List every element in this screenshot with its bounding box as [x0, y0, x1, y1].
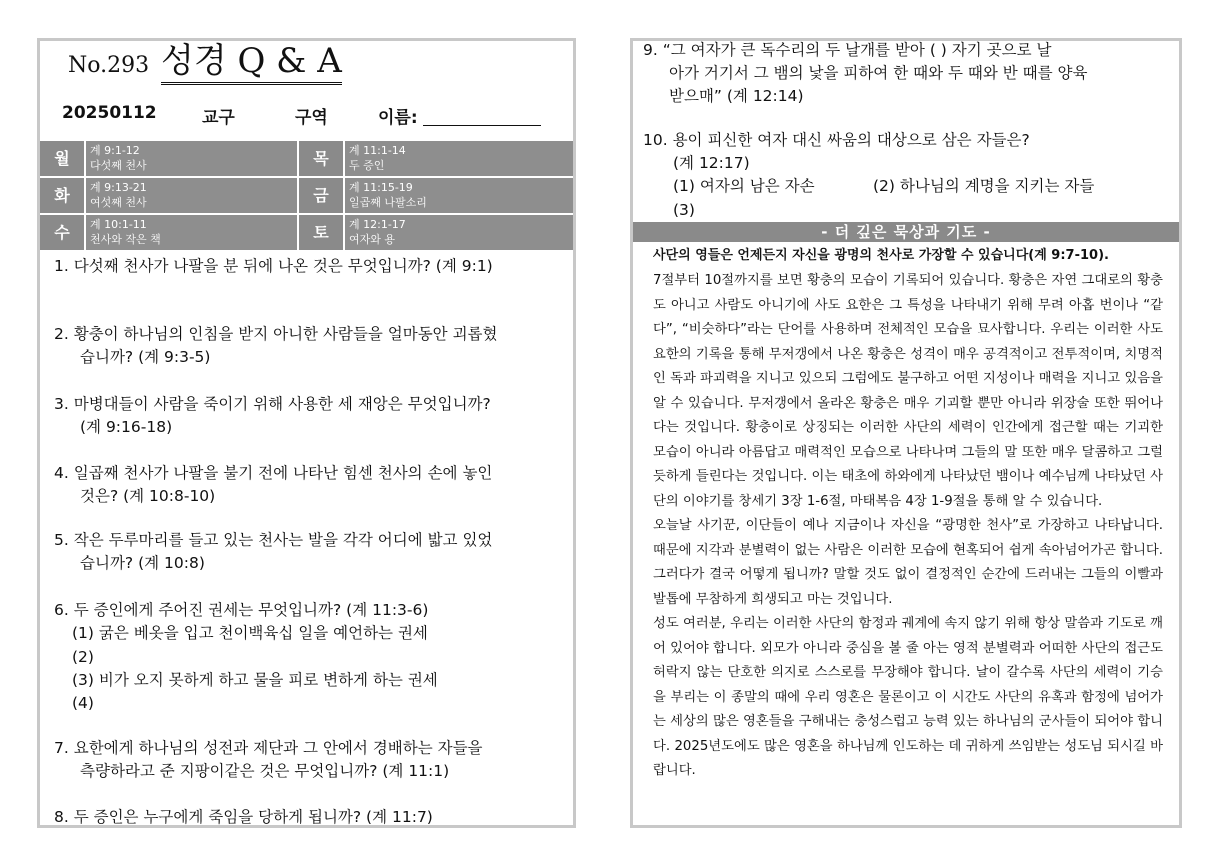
day-cell: 목 — [299, 141, 343, 176]
question-7 — [54, 737, 569, 783]
reading-ref: 계 9:1-12 — [90, 144, 140, 157]
day-cell: 토 — [299, 215, 343, 250]
question-10 — [643, 129, 1179, 175]
meditation-body — [653, 269, 1163, 784]
reading-topic: 다섯째 천사 — [90, 159, 147, 172]
meditation-paragraph: 오늘날 사기꾼, 이단들이 예나 지금이나 자신을 “광명한 천사”로 가장하고 나타납니다. 때문에 지각과 분별력이 없는 사람은 이러한 모습에 현혹되어 쉽게 속아넘어가곤 합니다. 그러다가 결국 어떻게 됩니까? 말할 것도 없이 결정적인 순간에 드러내는 그들의 이빨과 발톱에 무참하게 희생되고 마는 것입니다. — [653, 518, 1163, 607]
day-cell: 월 — [40, 141, 84, 176]
reading-cell — [86, 141, 297, 176]
question-text-cont: 습니까? (계 10:8) — [80, 554, 205, 572]
question-text: 6. 두 증인에게 주어진 권세는 무엇입니까? (계 11:3-6) — [54, 601, 429, 619]
answer-option: (1) 굵은 베옷을 입고 천이백육십 일을 예언하는 권세 — [72, 624, 428, 642]
schedule-row — [40, 141, 573, 176]
meditation-paragraph: 7절부터 10절까지를 보면 황충의 모습이 기록되어 있습니다. 황충은 자연 그대로의 황충도 아니고 사람도 아니기에 사도 요한은 그 특성을 나타내기 위해 무려 아홉 번이나 “같다”, “비슷하다”라는 단어를 사용하며 전체적인 모습을 묘사합니다. 우리는 이러한 사도 요한의 기록을 통해 무저갱에서 나온 황충은 성격이 매우 공격적이고 전투적이며, 치명적인 독과 파괴력을 지니고 있으되 그럼에도 불구하고 어떤 지성이나 매력을 지니고 있음을 알 수 있습니다. 무저갱에서 올라온 황충은 매우 기괴할 뿐만 아니라 위장술 또한 뛰어나다는 것입니다. 황충이로 상징되는 이러한 사단의 세력이 인간에게 접근할 때는 기괴한 모습이 아니라 아름답고 매력적인 모습으로 나타나며 그들의 말 또한 매우 달콤하고 그럴듯하게 들린다는 것입니다. 이는 태초에 하와에게 나타났던 뱀이나 예수님께 나타났던 사단의 이야기를 창세기 3장 1-6절, 마태복음 4장 1-9절을 통해 알 수 있습니다. — [653, 273, 1163, 509]
question-1 — [54, 255, 569, 278]
question-text: 2. 황충이 하나님의 인침을 받지 아니한 사람들을 얼마동안 괴롭혔 — [54, 325, 498, 343]
question-text: 4. 일곱째 천사가 나팔을 불기 전에 나타난 힘센 천사의 손에 놓인 — [54, 464, 493, 482]
left-panel — [37, 38, 576, 828]
reading-ref: 계 12:1-17 — [349, 218, 406, 231]
question-text: 3. 마병대들이 사람을 죽이기 위해 사용한 세 재앙은 무엇입니까? — [54, 395, 491, 413]
question-3 — [54, 393, 569, 439]
question-text: 8. 두 증인은 누구에게 죽임을 당하게 됩니까? (계 11:7) — [54, 808, 433, 826]
right-panel — [630, 38, 1182, 828]
answer-option: (3) 비가 오지 못하게 하고 물을 피로 변하게 하는 권세 — [72, 671, 438, 689]
reading-cell — [345, 215, 573, 250]
issue-number: No.293 — [68, 53, 150, 78]
reading-ref: 계 11:15-19 — [349, 181, 413, 194]
reading-ref: 계 11:1-14 — [349, 144, 406, 157]
meditation-heading: 사단의 영들은 언제든지 자신을 광명의 천사로 가장할 수 있습니다(계 9:7-10). — [653, 248, 1109, 263]
answer-option: (4) — [72, 694, 94, 712]
question-9 — [643, 39, 1179, 108]
name-underline — [423, 125, 541, 126]
day-cell: 금 — [299, 178, 343, 213]
question-text: 9. “그 여자가 큰 독수리의 두 날개를 받아 ( ) 자기 곳으로 날 — [643, 41, 1052, 59]
question-text: 5. 작은 두루마리를 들고 있는 천사는 발을 각각 어디에 밟고 있었 — [54, 531, 493, 549]
name-label: 이름: — [378, 108, 418, 128]
question-5 — [54, 529, 569, 575]
date-label: 20250112 — [62, 103, 157, 123]
reading-cell — [86, 178, 297, 213]
question-text-cont: (계 9:16-18) — [80, 418, 173, 436]
reading-ref: 계 9:13-21 — [90, 181, 147, 194]
reading-cell — [345, 141, 573, 176]
reading-topic: 두 증인 — [349, 159, 385, 172]
reading-cell — [86, 215, 297, 250]
question-text: 7. 요한에게 하나님의 성전과 제단과 그 안에서 경배하는 자들을 — [54, 739, 483, 757]
schedule-row — [40, 215, 573, 250]
reading-ref: 계 10:1-11 — [90, 218, 147, 231]
day-cell: 화 — [40, 178, 84, 213]
meditation-paragraph: 성도 여러분, 우리는 이러한 사단의 함정과 궤계에 속지 않기 위해 항상 말씀과 기도로 깨어 있어야 합니다. 외모가 아니라 중심을 볼 줄 아는 영적 분별력과 어떠한 사단의 접근도 허락지 않는 단호한 의지로 스스로를 무장해야 합니다. 날이 갈수록 사단의 세력이 기승을 부리는 이 종말의 때에 우리 영혼은 물론이고 이 시간도 사단의 유혹과 함정에 넘어가는 세상의 많은 영혼들을 구해내는 충성스럽고 능력 있는 하나님의 군사들이 되어야 합니다. 2025년도에도 많은 영혼을 하나님께 인도하는 데 귀하게 쓰임받는 성도님 되시길 바랍니다. — [653, 616, 1163, 778]
district-label: 교구 — [202, 108, 235, 128]
reading-topic: 일곱째 나팔소리 — [349, 196, 427, 209]
answer-option: (2) 하나님의 계명을 지키는 자들 — [873, 177, 1095, 195]
page-title: 성경 Q & A — [161, 41, 342, 85]
question-2 — [54, 323, 569, 369]
reading-topic: 천사와 작은 책 — [90, 233, 161, 246]
question-6 — [54, 599, 569, 622]
question-text-cont: (계 12:17) — [673, 154, 750, 172]
schedule-row — [40, 178, 573, 213]
reading-cell — [345, 178, 573, 213]
answer-option: (2) — [72, 648, 94, 666]
answer-option: (1) 여자의 남은 자손 — [673, 177, 815, 195]
question-text-cont: 아가 거기서 그 뱀의 낯을 피하여 한 때와 두 때와 반 때를 양육 — [669, 64, 1088, 82]
answer-option: (3) — [673, 201, 695, 219]
question-text: 1. 다섯째 천사가 나팔을 분 뒤에 나온 것은 무엇입니까? (계 9:1) — [54, 257, 493, 275]
zone-label: 구역 — [295, 108, 328, 128]
question-text-cont: 측량하라고 준 지팡이같은 것은 무엇입니까? (계 11:1) — [80, 762, 450, 780]
question-text: 10. 용이 피신한 여자 대신 싸움의 대상으로 삼은 자들은? — [643, 131, 1030, 149]
reading-topic: 여섯째 천사 — [90, 196, 147, 209]
question-text-cont: 습니까? (계 9:3-5) — [80, 348, 211, 366]
meditation-banner: - 더 깊은 묵상과 기도 - — [633, 222, 1179, 242]
question-4 — [54, 462, 569, 508]
day-cell: 수 — [40, 215, 84, 250]
question-8 — [54, 806, 569, 829]
question-text-cont: 것은? (계 10:8-10) — [80, 487, 216, 505]
reading-topic: 여자와 용 — [349, 233, 396, 246]
question-text-cont: 받으매” (계 12:14) — [669, 87, 804, 105]
reading-schedule — [40, 141, 573, 252]
